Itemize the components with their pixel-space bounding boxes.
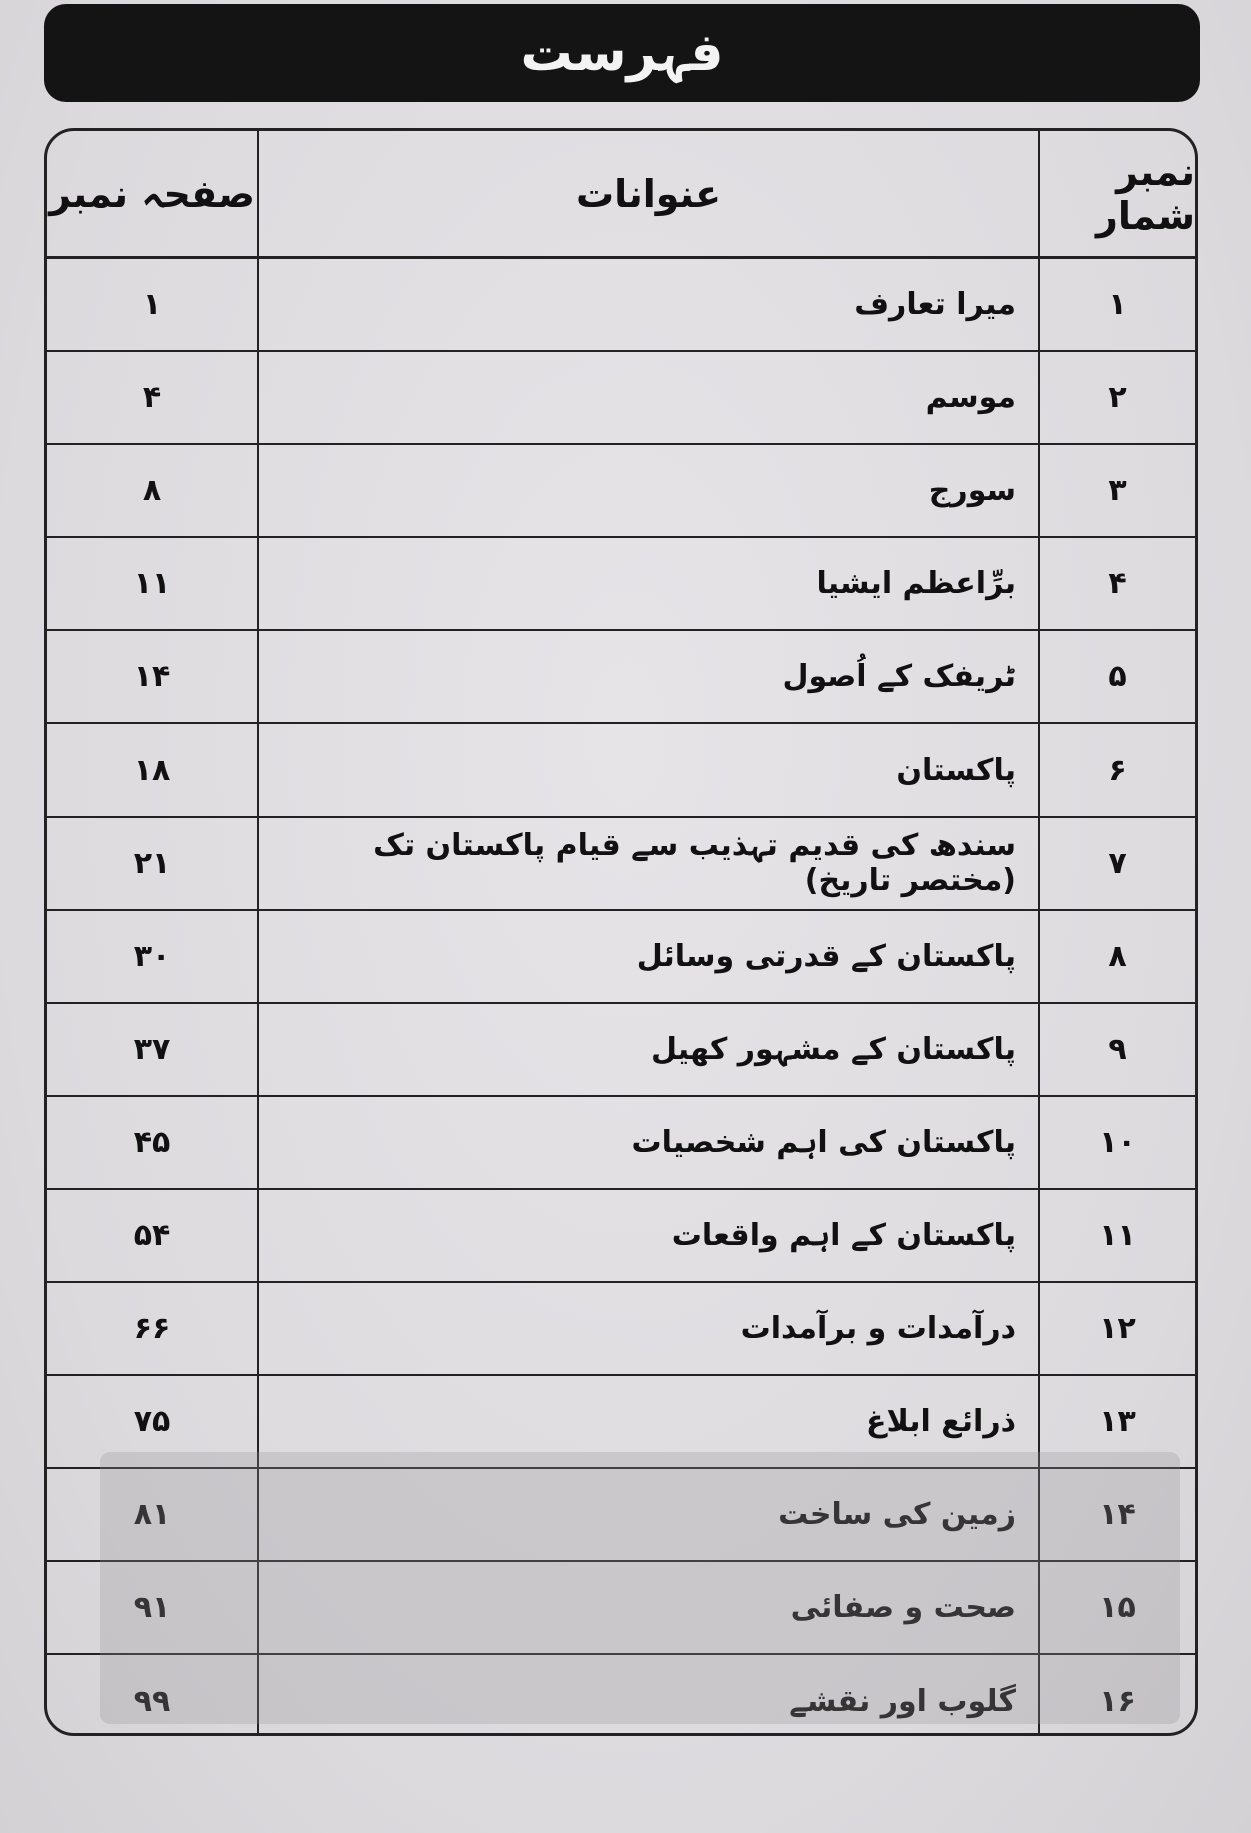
row-title: پاکستان کے قدرتی وسائل (257, 911, 1038, 1002)
row-serial: ۱۰ (1038, 1097, 1195, 1188)
row-serial: ۶ (1038, 724, 1195, 815)
row-title: درآمدات و برآمدات (257, 1283, 1038, 1374)
row-title: پاکستان کی اہم شخصیات (257, 1097, 1038, 1188)
table-row (47, 352, 1195, 445)
header-serial: نمبر شمار (1038, 131, 1195, 256)
row-title: پاکستان کے مشہور کھیل (257, 1004, 1038, 1095)
row-page: ۱۴ (133, 659, 171, 695)
row-serial: ۱ (1038, 259, 1195, 350)
row-serial: ۱۱ (1038, 1190, 1195, 1281)
row-page: ۵۴ (133, 1217, 171, 1253)
table-row (47, 1469, 1195, 1562)
table-row (47, 1097, 1195, 1190)
row-title: زمین کی ساخت (257, 1469, 1038, 1560)
table-row (47, 724, 1195, 817)
row-serial: ۹ (1038, 1004, 1195, 1095)
row-title: میرا تعارف (257, 259, 1038, 350)
row-serial: ۱۳ (1038, 1376, 1195, 1467)
row-page: ۹۱ (133, 1590, 171, 1626)
row-title: برِّاعظم ایشیا (257, 538, 1038, 629)
table-row (47, 1190, 1195, 1283)
row-serial: ۱۴ (1038, 1469, 1195, 1560)
row-title: ٹریفک کے اُصول (257, 631, 1038, 722)
table-row (47, 911, 1195, 1004)
row-serial: ۱۶ (1038, 1655, 1195, 1736)
row-title: پاکستان کے اہم واقعات (257, 1190, 1038, 1281)
row-page: ۹۹ (133, 1684, 171, 1720)
row-page: ۸ (142, 473, 162, 509)
row-serial: ۸ (1038, 911, 1195, 1002)
table-row (47, 538, 1195, 631)
row-serial: ۷ (1038, 818, 1195, 909)
table-header (47, 131, 1195, 259)
row-title: موسم (257, 352, 1038, 443)
header-topics: عنوانات (257, 131, 1038, 256)
table-row (47, 1655, 1195, 1736)
row-serial: ۴ (1038, 538, 1195, 629)
row-serial: ۱۵ (1038, 1562, 1195, 1653)
page-title: فہرست (520, 23, 724, 83)
row-page: ۴ (142, 380, 162, 416)
row-title: صحت و صفائی (257, 1562, 1038, 1653)
table-row (47, 631, 1195, 724)
table-row (47, 1283, 1195, 1376)
row-title: گلوب اور نقشے (257, 1655, 1038, 1736)
row-title: سورج (257, 445, 1038, 536)
row-title: ذرائع ابلاغ (257, 1376, 1038, 1467)
header-page: صفحہ نمبر (49, 171, 255, 216)
table-row (47, 1562, 1195, 1655)
row-page: ۸۱ (133, 1497, 171, 1533)
table-row (47, 818, 1195, 911)
table-body (47, 259, 1195, 1733)
row-page: ۱ (142, 287, 162, 323)
row-title: سندھ کی قدیم تہذیب سے قیام پاکستان تک (مختصر تاریخ) (257, 818, 1038, 909)
contents-table (44, 128, 1198, 1736)
table-row (47, 445, 1195, 538)
row-page: ۷۵ (133, 1404, 171, 1440)
row-serial: ۵ (1038, 631, 1195, 722)
row-serial: ۲ (1038, 352, 1195, 443)
row-title: پاکستان (257, 724, 1038, 815)
table-row (47, 1376, 1195, 1469)
table-row (47, 1004, 1195, 1097)
row-page: ۱۱ (133, 566, 171, 602)
row-page: ۲۱ (133, 845, 171, 881)
row-page: ۴۵ (133, 1124, 171, 1160)
row-serial: ۱۲ (1038, 1283, 1195, 1374)
title-banner (44, 4, 1200, 102)
table-row (47, 259, 1195, 352)
row-page: ۶۶ (133, 1311, 171, 1347)
row-serial: ۳ (1038, 445, 1195, 536)
row-page: ۳۷ (133, 1031, 171, 1067)
row-page: ۳۰ (133, 938, 171, 974)
row-page: ۱۸ (133, 752, 171, 788)
